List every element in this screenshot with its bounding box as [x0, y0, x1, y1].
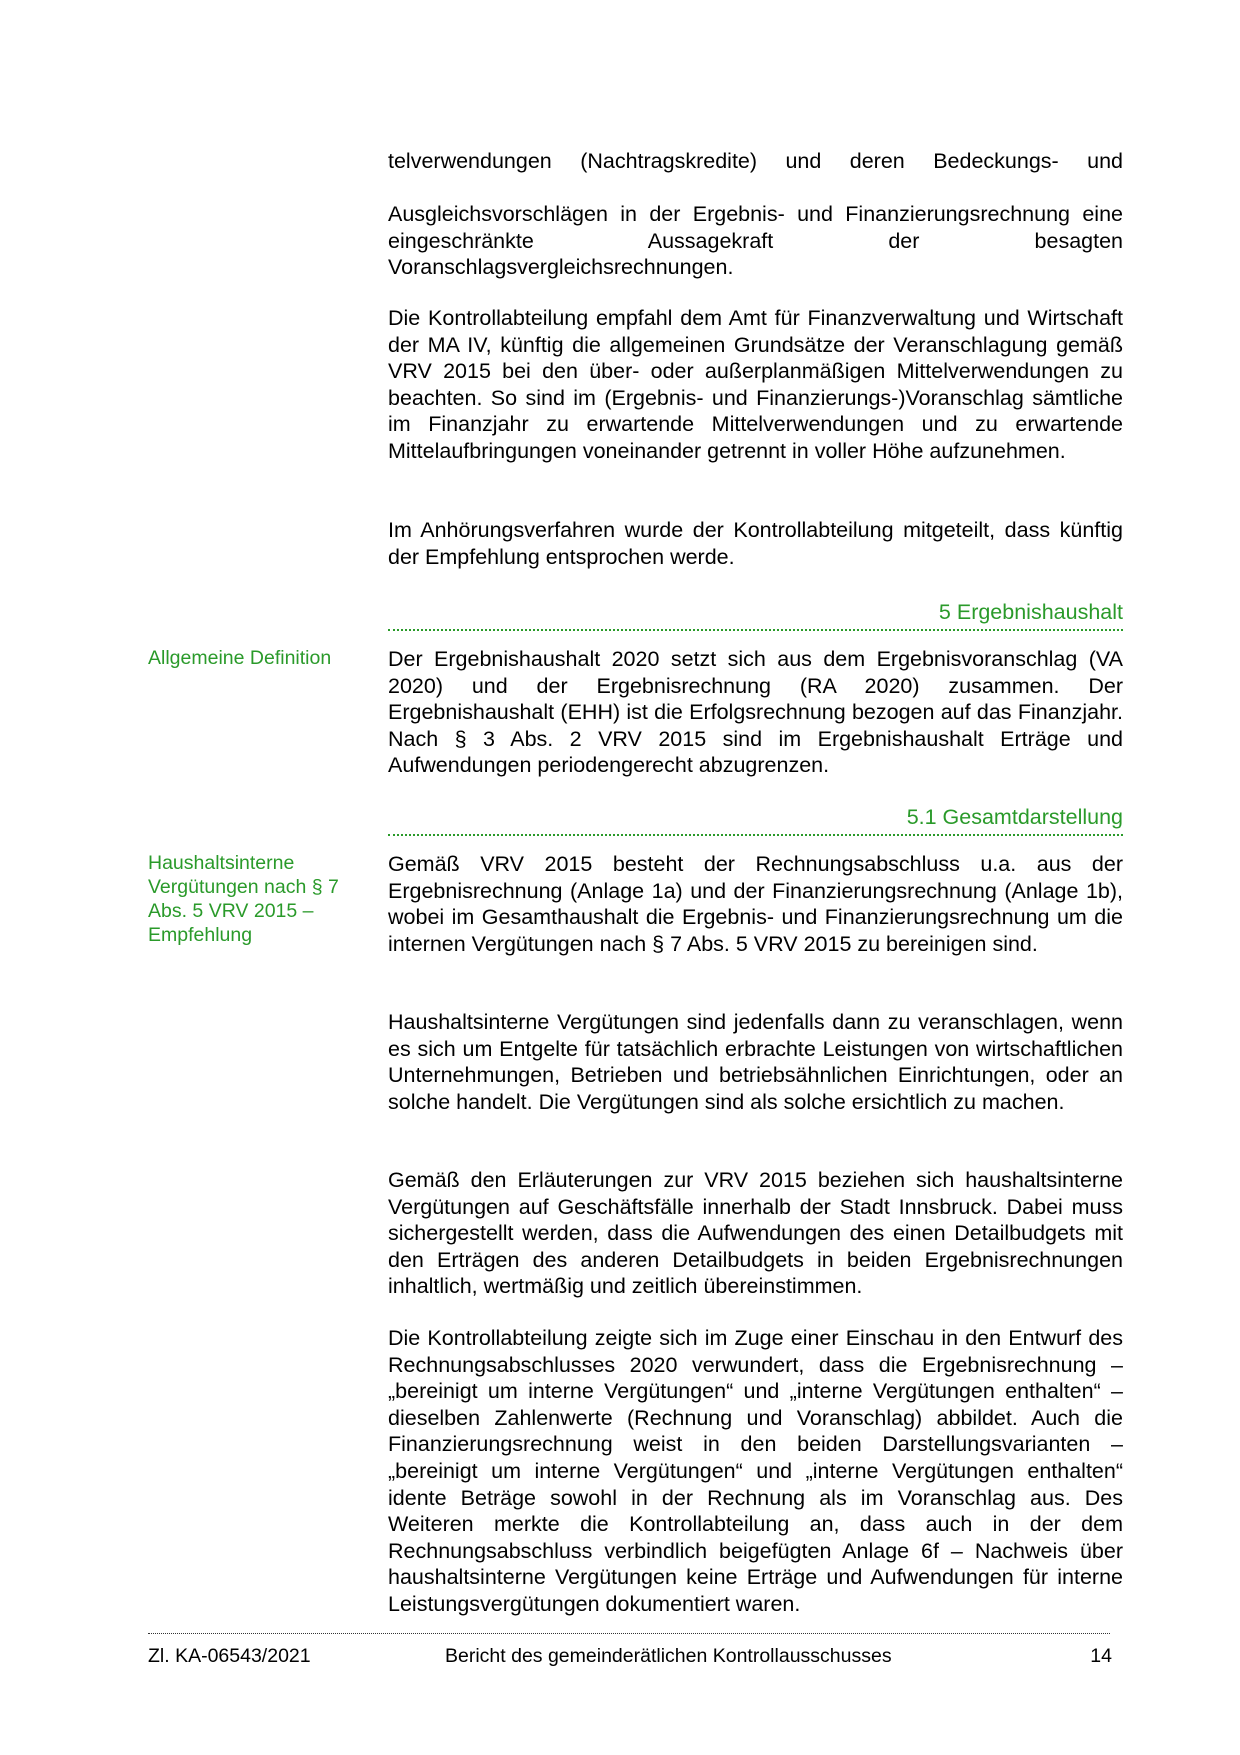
section-heading-gesamtdarstellung: 5.1 Gesamtdarstellung [906, 805, 1123, 829]
footer-rule [148, 1633, 1110, 1634]
paragraph-kontrollabteilung-einschau: Die Kontrollabteilung zeigte sich im Zuge einer Einschau in den Entwurf des Rechnungsabschlusses 2020 verwundert, dass die Ergebnisrechnung – „bereinigt um interne Vergütungen“ und „interne Vergütungen enthalten“ – dieselben Zahlenwerte (Rechnung und Voranschlag) abbildet. Auch die Finanzierungsrechnung weist in den beiden Darstellungsvarianten – „bereinigt um interne Vergütungen“ und „interne Vergütungen enthalten“ idente Beträge sowohl in der Rechnung als im Voranschlag aus. Des Weiteren merkte die Kontrollabteilung an, dass auch in der dem Rechnungsabschluss verbindlich beigefügten Anlage 6f – Nachweis über haushaltsinterne Vergütungen keine Erträge und Aufwendungen für interne Leistungsvergütungen dokumentiert waren. [388, 1326, 1123, 1616]
footer-title: Bericht des gemeinderätlichen Kontrollausschusses [445, 1645, 892, 1667]
section-heading-rule [388, 834, 1123, 836]
side-note-allgemeine-definition: Allgemeine Definition [148, 647, 332, 669]
paragraph-empfehlung-finanzverwaltung: Die Kontrollabteilung empfahl dem Amt für Finanzverwaltung und Wirtschaft der MA IV, künftig die allgemeinen Grundsätze der Veranschlagung gemäß VRV 2015 bei den über- oder außerplanmäßigen Mittelverwendungen zu beachten. So sind im (Ergebnis- und Finanzierungs-)Voranschlag sämtliche im Finanzjahr zu erwartende Mittelverwendungen und zu erwartende Mittelaufbringungen voneinander getrennt in voller Höhe aufzunehmen. [388, 306, 1123, 463]
paragraph-ausgleichsvorschlaege: Ausgleichsvorschlägen in der Ergebnis- und Finanzierungsrechnung eine eingeschränkte Aussagekraft der besagten Voranschlagsvergleichsrechnungen. [388, 202, 1123, 280]
paragraph-erlaeuterungen-vrv: Gemäß den Erläuterungen zur VRV 2015 beziehen sich haushaltsinterne Vergütungen auf Geschäftsfälle innerhalb der Stadt Innsbruck. Dabei muss sichergestellt werden, dass die Aufwendungen des einen Detailbudgets mit den Erträgen des anderen Detailbudgets in beiden Ergebnisrechnungen inhaltlich, wertmäßig und zeitlich übereinstimmen. [388, 1168, 1123, 1299]
footer-page-number: 14 [1090, 1645, 1112, 1667]
paragraph-continuation: telverwendungen (Nachtragskredite) und deren Bedeckungs- und [388, 149, 1123, 173]
paragraph-anhoerungsverfahren: Im Anhörungsverfahren wurde der Kontrollabteilung mitgeteilt, dass künftig der Empfehlung entsprochen werde. [388, 518, 1123, 569]
section-heading-rule [388, 629, 1123, 631]
paragraph-ergebnishaushalt-definition: Der Ergebnishaushalt 2020 setzt sich aus dem Ergebnisvoranschlag (VA 2020) und der Ergebnisrechnung (RA 2020) zusammen. Der Ergebnishaushalt (EHH) ist die Erfolgsrechnung bezogen auf das Finanzjahr. Nach § 3 Abs. 2 VRV 2015 sind im Ergebnishaushalt Erträge und Aufwendungen periodengerecht abzugrenzen. [388, 647, 1123, 778]
side-note-haushaltsinterne-verguetungen: Haushaltsinterne Vergütungen nach § 7 Abs. 5 VRV 2015 – Empfehlung [148, 852, 339, 946]
paragraph-rechnungsabschluss: Gemäß VRV 2015 besteht der Rechnungsabschluss u.a. aus der Ergebnisrechnung (Anlage 1a) und der Finanzierungsrechnung (Anlage 1b), wobei im Gesamthaushalt die Ergebnis- und Finanzierungsrechnung um die internen Vergütungen nach § 7 Abs. 5 VRV 2015 zu bereinigen sind. [388, 852, 1123, 956]
section-heading-ergebnishaushalt: 5 Ergebnishaushalt [938, 600, 1123, 624]
paragraph-haushaltsinterne-verguetungen: Haushaltsinterne Vergütungen sind jedenfalls dann zu veranschlagen, wenn es sich um Entgelte für tatsächlich erbrachte Leistungen von wirtschaftlichen Unternehmungen, Betrieben und betriebsähnlichen Einrichtungen, oder an solche handelt. Die Vergütungen sind als solche ersichtlich zu machen. [388, 1010, 1123, 1114]
footer-reference: Zl. KA-06543/2021 [148, 1645, 311, 1667]
